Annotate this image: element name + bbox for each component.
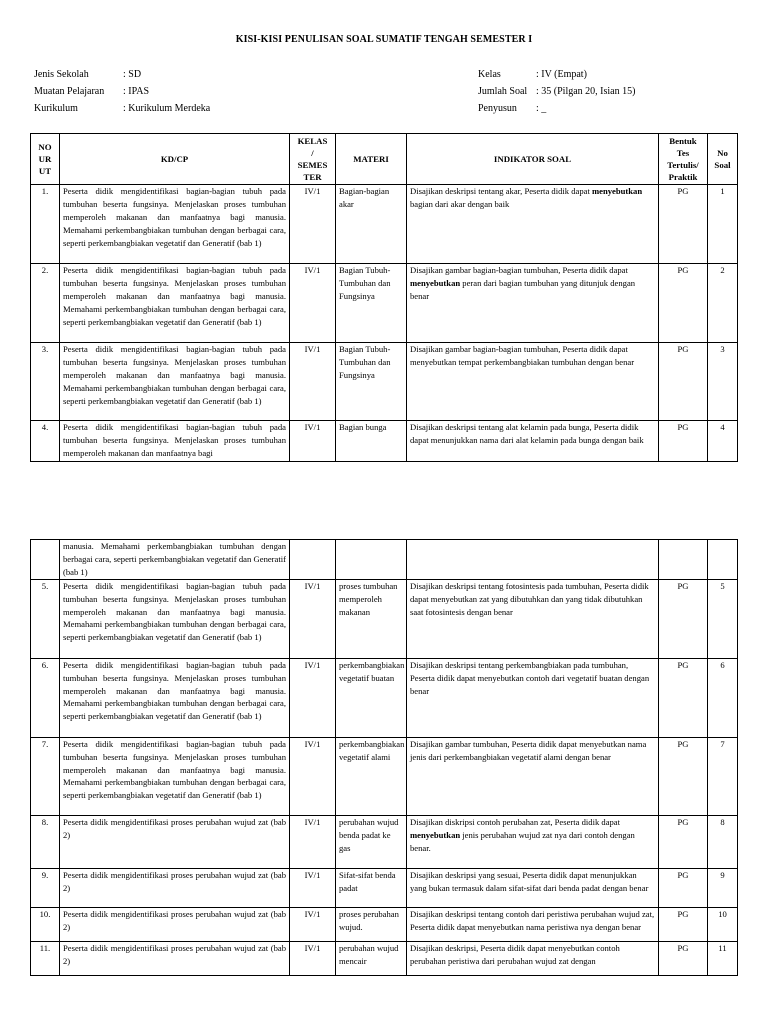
bentuk-tes-cell: PG: [659, 579, 708, 658]
bentuk-tes-cell: PG: [659, 941, 708, 975]
materi-cell: Bagian-bagian akar: [336, 185, 407, 264]
kelas-cell: IV/1: [290, 815, 336, 868]
no-soal-cell: 4: [708, 421, 738, 462]
materi-cell: Bagian bunga: [336, 421, 407, 462]
indikator-keyword: menyebutkan: [410, 277, 461, 288]
kelas-cell: IV/1: [290, 941, 336, 975]
indikator-cell: [407, 185, 659, 264]
indikator-text: Disajikan gambar bagian-bagian tumbuhan, Peserta didik dapat menyebutkan tempat perkembangbiakan tumbuhan dengan benar: [410, 344, 635, 367]
header-no-soal: No Soal: [708, 134, 738, 185]
kd-cp-cell: Peserta didik mengidentifikasi bagian-bagian tubuh pada tumbuhan beserta fungsinya. Menjelaskan proses tumbuhan memperoleh makanan dan manfaatnya bagi manusia. Memahami perkembangbiakan tumbuhan dengan berbagai cara, seperti perkembangbiakan vegetatif dan Generatif (bab 1): [60, 737, 290, 815]
header-no-urut: NO UR UT: [31, 134, 60, 185]
info-right: [478, 66, 635, 117]
bentuk-tes-cell: [659, 540, 708, 580]
kelas-cell: IV/1: [290, 579, 336, 658]
table-row: [31, 815, 738, 868]
info-row-jumlah-soal: [478, 83, 635, 100]
header-materi: MATERI: [336, 134, 407, 185]
materi-cell: perubahan wujud mencair: [336, 941, 407, 975]
kd-cp-cell: Peserta didik mengidentifikasi bagian-bagian tubuh pada tumbuhan beserta fungsinya. Menjelaskan proses tumbuhan memperoleh makanan dan manfaatnya bagi manusia. Memahami perkembangbiakan tumbuhan dengan berbagai cara, seperti perkembangbiakan vegetatif dan Generatif (bab 1): [60, 264, 290, 343]
indikator-cell: [407, 815, 659, 868]
bentuk-tes-cell: PG: [659, 658, 708, 737]
table-row: [31, 658, 738, 737]
materi-cell: Bagian Tubuh-Tumbuhan dan Fungsinya: [336, 343, 407, 421]
info-row-kurikulum: [34, 100, 210, 117]
indikator-text: Disajikan deskripsi tentang akar, Peserta didik dapat: [410, 186, 592, 196]
no-soal-cell: 7: [708, 737, 738, 815]
materi-cell: [336, 540, 407, 580]
kd-cp-cell: Peserta didik mengidentifikasi bagian-bagian tubuh pada tumbuhan beserta fungsinya. Menjelaskan proses tumbuhan memperoleh makanan dan manfaatnya bagi manusia. Memahami perkembangbiakan tumbuhan dengan berbagai cara, seperti perkembangbiakan vegetatif dan Generatif (bab 1): [60, 343, 290, 421]
info-value: : SD: [123, 69, 142, 80]
no-soal-cell: 3: [708, 343, 738, 421]
bentuk-tes-cell: PG: [659, 264, 708, 343]
kelas-cell: IV/1: [290, 185, 336, 264]
materi-cell: Sifat-sifat benda padat: [336, 868, 407, 907]
kd-cp-cell: Peserta didik mengidentifikasi bagian-bagian tubuh pada tumbuhan beserta fungsinya. Menjelaskan proses tumbuhan memperoleh makanan dan manfaatnya bagi: [60, 421, 290, 462]
info-value: : Kurikulum Merdeka: [123, 103, 211, 114]
indikator-text: Disajikan gambar tumbuhan, Peserta didik dapat menyebutkan nama jenis dari perkembangbiakan vegetatif alami dengan benar: [410, 738, 647, 762]
no-soal-cell: 8: [708, 815, 738, 868]
kd-cp-cell: Peserta didik mengidentifikasi proses perubahan wujud zat (bab 2): [60, 815, 290, 868]
indikator-keyword: menyebutkan: [410, 829, 461, 840]
row-number: 2.: [31, 264, 60, 343]
materi-cell: Bagian Tubuh-Tumbuhan dan Fungsinya: [336, 264, 407, 343]
row-number: 4.: [31, 421, 60, 462]
table-row: [31, 737, 738, 815]
indikator-keyword: menyebutkan: [591, 186, 643, 196]
row-number: 10.: [31, 907, 60, 941]
indikator-cell: [407, 658, 659, 737]
no-soal-cell: 5: [708, 579, 738, 658]
indikator-text: Disajikan deskripsi yang sesuai, Peserta didik dapat menunjukkan yang bukan termasuk dalam sifat-sifat dari benda padat dengan benar: [410, 869, 649, 893]
row-number: 6.: [31, 658, 60, 737]
indikator-cell: [407, 737, 659, 815]
indikator-text: bagian dari akar dengan baik: [410, 198, 510, 209]
table-header-row: [31, 134, 738, 185]
document-title: KISI-KISI PENULISAN SOAL SUMATIF TENGAH SEMESTER I: [235, 34, 533, 45]
info-row-muatan-pelajaran: [34, 83, 210, 100]
kd-cp-cell: Peserta didik mengidentifikasi bagian-bagian tubuh pada tumbuhan beserta fungsinya. Menjelaskan proses tumbuhan memperoleh makanan dan manfaatnya bagi manusia. Memahami perkembangbiakan tumbuhan dengan berbagai cara, seperti perkembangbiakan vegetatif dan Generatif (bab 1): [60, 579, 290, 658]
header-kelas-semester: KELAS / SEMES TER: [290, 134, 336, 185]
kd-cp-cell: Peserta didik mengidentifikasi proses perubahan wujud zat (bab 2): [60, 868, 290, 907]
info-value: : IPAS: [123, 86, 150, 97]
kelas-cell: IV/1: [290, 868, 336, 907]
kd-cp-cell: Peserta didik mengidentifikasi proses perubahan wujud zat (bab 2): [60, 941, 290, 975]
indikator-text: jenis perubahan wujud zat nya dari contoh dengan benar.: [410, 829, 635, 853]
indikator-text: Disajikan deskripsi tentang fotosintesis pada tumbuhan, Peserta didik dapat menyebutkan zat yang dibutuhkan dan yang tidak dibutuhkan saat fotosintesis dengan benar: [410, 580, 649, 617]
table-row: [31, 907, 738, 941]
kd-cp-cell: manusia. Memahami perkembangbiakan tumbuhan dengan berbagai cara, seperti perkembangbiakan vegetatif dan Generatif (bab 1): [60, 540, 290, 580]
indikator-text: Disajikan diskripsi contoh perubahan zat, Peserta didik dapat: [410, 816, 621, 827]
bentuk-tes-cell: PG: [659, 868, 708, 907]
no-soal-cell: 11: [708, 941, 738, 975]
indikator-cell: [407, 907, 659, 941]
row-number: 5.: [31, 579, 60, 658]
kd-cp-cell: Peserta didik mengidentifikasi bagian-bagian tubuh pada tumbuhan beserta fungsinya. Menjelaskan proses tumbuhan memperoleh makanan dan manfaatnya bagi manusia. Memahami perkembangbiakan tumbuhan dengan berbagai cara, seperti perkembangbiakan vegetatif dan Generatif (bab 1): [60, 185, 290, 264]
kisi-kisi-table-page-1: [30, 133, 738, 462]
materi-cell: perkembangbiakan vegetatif alami: [336, 737, 407, 815]
kd-cp-cell: Peserta didik mengidentifikasi bagian-bagian tubuh pada tumbuhan beserta fungsinya. Menjelaskan proses tumbuhan memperoleh makanan dan manfaatnya bagi manusia. Memahami perkembangbiakan tumbuhan dengan berbagai cara, seperti perkembangbiakan vegetatif dan Generatif (bab 1): [60, 658, 290, 737]
kelas-cell: IV/1: [290, 264, 336, 343]
table-row: [31, 868, 738, 907]
no-soal-cell: 2: [708, 264, 738, 343]
indikator-text: Disajikan deskripsi, Peserta didik dapat menyebutkan contoh perubahan peristiwa dari perubahan wujud zat dengan: [410, 942, 620, 966]
info-value: : _: [536, 103, 547, 114]
indikator-cell: [407, 868, 659, 907]
indikator-text: Disajikan deskripsi tentang perkembangbiakan pada tumbuhan, Peserta didik dapat menyebutkan contoh dari vegetatif buatan dengan benar: [410, 659, 650, 696]
bentuk-tes-cell: PG: [659, 343, 708, 421]
materi-cell: perkembangbiakan vegetatif buatan: [336, 658, 407, 737]
indikator-cell: [407, 579, 659, 658]
kelas-cell: [290, 540, 336, 580]
row-number: 1.: [31, 185, 60, 264]
kelas-cell: IV/1: [290, 343, 336, 421]
kelas-cell: IV/1: [290, 737, 336, 815]
row-number: 9.: [31, 868, 60, 907]
kelas-cell: IV/1: [290, 907, 336, 941]
no-soal-cell: 9: [708, 868, 738, 907]
bentuk-tes-cell: PG: [659, 907, 708, 941]
no-soal-cell: 6: [708, 658, 738, 737]
row-number: 11.: [31, 941, 60, 975]
table-row: [31, 343, 738, 421]
table-row: [31, 579, 738, 658]
bentuk-tes-cell: PG: [659, 815, 708, 868]
indikator-cell: [407, 343, 659, 421]
indikator-cell: [407, 540, 659, 580]
table-row: [31, 540, 738, 580]
indikator-text: Disajikan gambar bagian-bagian tumbuhan, Peserta didik dapat: [410, 265, 628, 275]
indikator-text: Disajikan deskripsi tentang contoh dari peristiwa perubahan wujud zat, Peserta didik dapat menyebutkan nama peristiwa nya dengan benar: [410, 908, 655, 932]
info-value: : IV (Empat): [536, 69, 587, 80]
table-row: [31, 264, 738, 343]
row-number: 3.: [31, 343, 60, 421]
table-row: [31, 941, 738, 975]
bentuk-tes-cell: PG: [659, 185, 708, 264]
info-left: [34, 66, 210, 117]
indikator-cell: [407, 264, 659, 343]
header-indikator-soal: INDIKATOR SOAL: [407, 134, 659, 185]
indikator-text: peran dari bagian tumbuhan yang ditunjuk dengan benar: [410, 277, 636, 301]
bentuk-tes-cell: PG: [659, 737, 708, 815]
kd-cp-cell: Peserta didik mengidentifikasi proses perubahan wujud zat (bab 2): [60, 907, 290, 941]
row-number: 8.: [31, 815, 60, 868]
row-number: [31, 540, 60, 580]
row-number: 7.: [31, 737, 60, 815]
indikator-text: Disajikan deskripsi tentang alat kelamin pada bunga, Peserta didik dapat menunjukkan nama dari alat kelamin pada bunga dengan baik: [410, 422, 644, 445]
info-row-kelas: [478, 66, 635, 83]
materi-cell: proses tumbuhan memperoleh makanan: [336, 579, 407, 658]
no-soal-cell: 10: [708, 907, 738, 941]
indikator-cell: [407, 421, 659, 462]
no-soal-cell: [708, 540, 738, 580]
kisi-kisi-table-page-2: [30, 539, 738, 976]
info-label: Kelas: [478, 69, 501, 80]
info-label: Penyusun: [478, 103, 517, 114]
kelas-cell: IV/1: [290, 658, 336, 737]
indikator-cell: [407, 941, 659, 975]
info-row-penyusun: [478, 100, 635, 117]
bentuk-tes-cell: PG: [659, 421, 708, 462]
no-soal-cell: 1: [708, 185, 738, 264]
info-row-jenis-sekolah: [34, 66, 210, 83]
info-value: : 35 (Pilgan 20, Isian 15): [536, 86, 636, 97]
table-row: [31, 421, 738, 462]
info-label: Jumlah Soal: [478, 86, 528, 97]
materi-cell: proses perubahan wujud.: [336, 907, 407, 941]
kelas-cell: IV/1: [290, 421, 336, 462]
table-row: [31, 185, 738, 264]
header-kd-cp: KD/CP: [60, 134, 290, 185]
info-label: Muatan Pelajaran: [34, 86, 105, 97]
header-bentuk-tes: Bentuk Tes Tertulis/ Praktik: [659, 134, 708, 185]
info-label: Kurikulum: [34, 103, 78, 114]
info-label: Jenis Sekolah: [34, 69, 89, 80]
materi-cell: perubahan wujud benda padat ke gas: [336, 815, 407, 868]
